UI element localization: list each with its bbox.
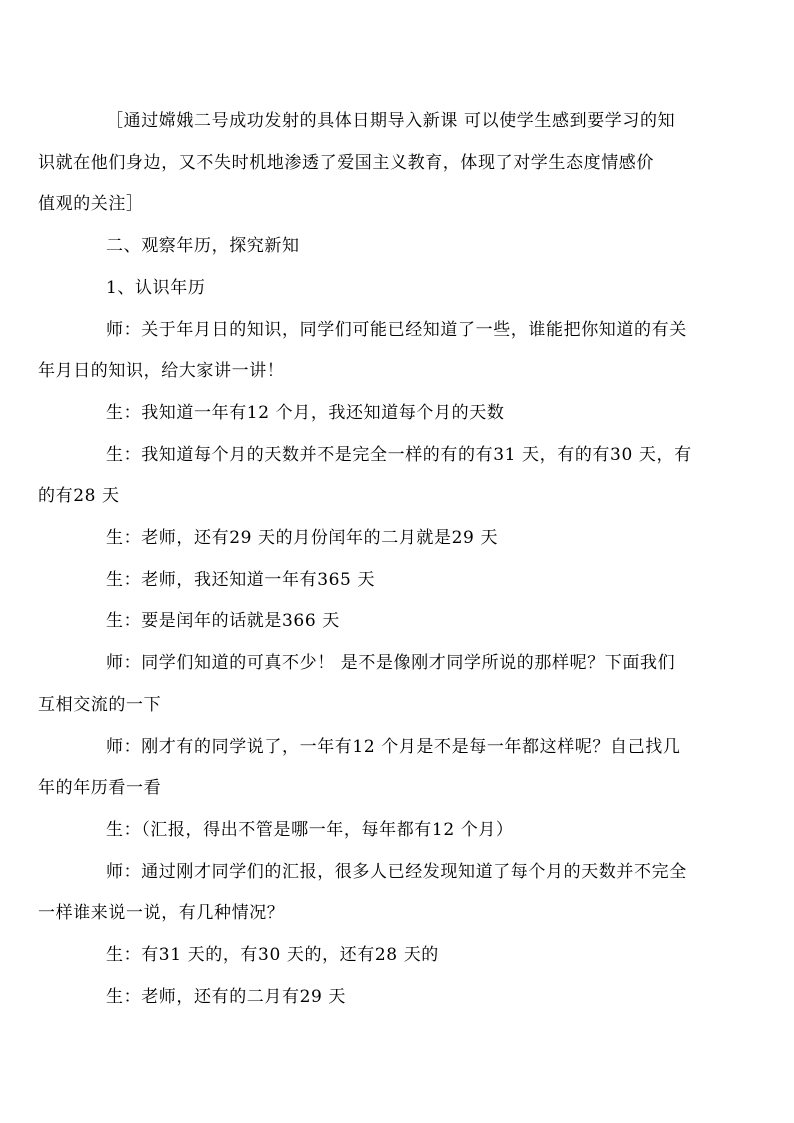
paragraph-intro-note (38, 101, 728, 226)
text-line: 值观的关注］ (38, 194, 144, 215)
subsection-heading (72, 268, 728, 310)
dialogue-paragraph (38, 852, 728, 935)
text-line: 生：老师，还有的二月有29 天 (106, 986, 347, 1007)
text-line: 年的年历看一看 (38, 778, 162, 799)
text-line: 生：有31 天的，有30 天的，还有28 天的 (106, 945, 439, 966)
text-line: 师：刚才有的同学说了，一年有12 个月是不是每一年都这样呢？自己找几 (106, 736, 681, 757)
dialogue-paragraph (72, 560, 728, 602)
section-heading (72, 226, 728, 268)
text-line: 生：我知道一年有12 个月，我还知道每个月的天数 (106, 402, 505, 423)
text-line: 师：关于年月日的知识，同学们可能已经知道了一些，谁能把你知道的有关 (106, 319, 687, 340)
dialogue-paragraph (72, 601, 728, 643)
text-line: ［通过嫦娥二号成功发射的具体日期导入新课 可以使学生感到要学习的知 (106, 111, 676, 131)
text-line: 生：老师，我还知道一年有365 天 (106, 569, 376, 590)
dialogue-paragraph (38, 727, 728, 810)
dialogue-paragraph (38, 310, 728, 393)
text-line: 识就在他们身边，又不失时机地渗透了爱国主义教育，体现了对学生态度情感价 (38, 152, 654, 173)
dialogue-paragraph (72, 393, 728, 435)
text-line: 生：老师，还有29 天的月份闰年的二月就是29 天 (106, 528, 499, 549)
dialogue-paragraph (38, 435, 728, 518)
text-line: 一样谁来说一说，有几种情况？ (38, 903, 285, 924)
text-line: 师：通过刚才同学们的汇报，很多人已经发现知道了每个月的天数并不完全 (106, 861, 687, 882)
dialogue-paragraph (72, 977, 728, 1019)
text-line: 生：要是闰年的话就是366 天 (106, 611, 340, 632)
text-line: 的有28 天 (38, 486, 120, 507)
dialogue-paragraph (72, 518, 728, 560)
text-line: 师：同学们知道的可真不少！ 是不是像刚才同学所说的那样呢？下面我们 (106, 653, 676, 674)
text-line: 互相交流的一下 (38, 694, 162, 715)
dialogue-paragraph (72, 810, 728, 852)
text-line: 生：我知道每个月的天数并不是完全一样的有的有31 天，有的有30 天，有 (106, 444, 692, 465)
dialogue-paragraph (38, 643, 728, 726)
document-page (38, 101, 728, 1018)
dialogue-paragraph (72, 935, 728, 977)
text-line: 二、观察年历，探究新知 (106, 236, 300, 257)
text-line: 1、认识年历 (106, 277, 206, 298)
text-line: 年月日的知识，给大家讲一讲！ (38, 361, 285, 382)
text-line: 生：（汇报，得出不管是哪一年，每年都有12 个月） (106, 819, 514, 840)
